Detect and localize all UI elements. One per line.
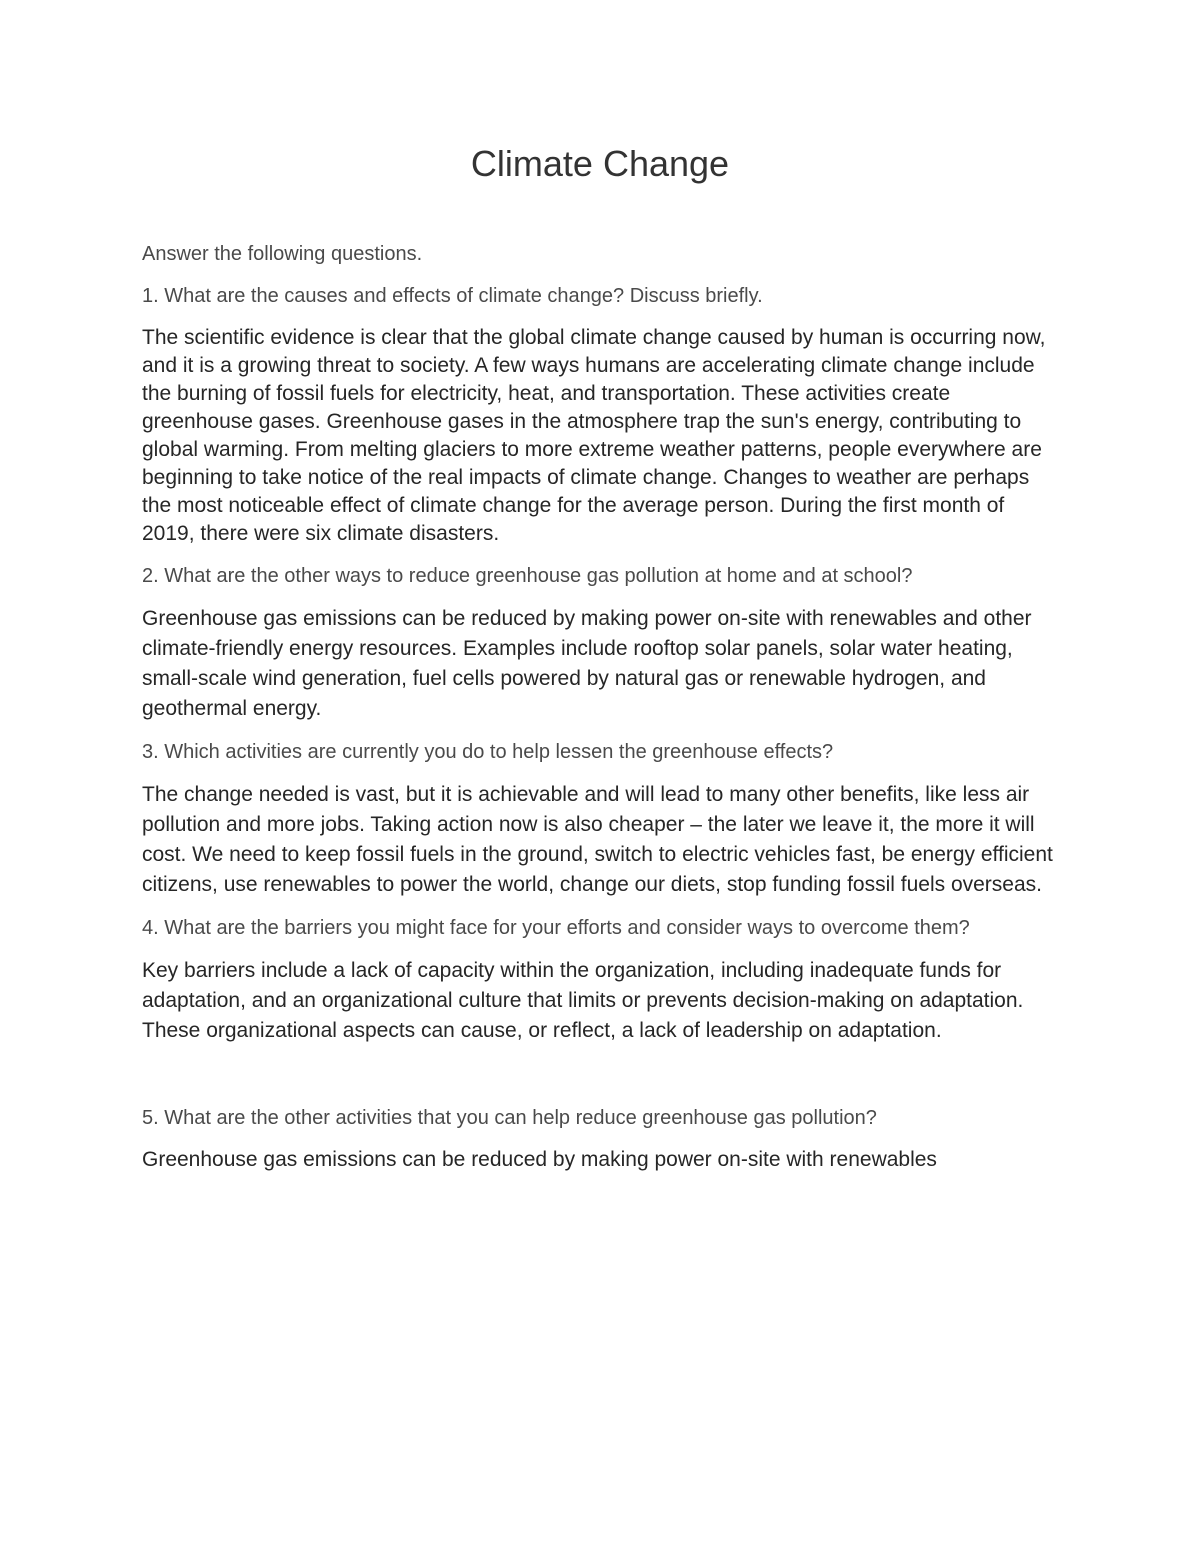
- question-block-5: [142, 1104, 1062, 1174]
- question-5: 5. What are the other activities that you can help reduce greenhouse gas pollution?: [142, 1107, 877, 1129]
- question-3: 3. Which activities are currently you do to help lessen the greenhouse effects?: [142, 741, 834, 763]
- document-body: [142, 240, 1062, 1188]
- question-block-3: [142, 738, 1062, 900]
- question-block-4: [142, 914, 1062, 1046]
- answer-2: Greenhouse gas emissions can be reduced by making power on-site with renewables and other climate-friendly energy resources. Examples include rooftop solar panels, solar water heating, small-scale wind generation, fuel cells powered by natural gas or renewable hydrogen, and geothermal energy.: [142, 607, 1032, 720]
- question-2: 2. What are the other ways to reduce greenhouse gas pollution at home and at school?: [142, 565, 913, 587]
- answer-5: Greenhouse gas emissions can be reduced by making power on-site with renewables: [142, 1148, 937, 1171]
- question-block-1: [142, 282, 1062, 548]
- answer-1: The scientific evidence is clear that the global climate change caused by human is occurring now, and it is a growing threat to society. A few ways humans are accelerating climate change include the burning of fossil fuels for electricity, heat, and transportation. These activities create greenhouse gases. Greenhouse gases in the atmosphere trap the sun's energy, contributing to global warming. From melting glaciers to more extreme weather patterns, people everywhere are beginning to take notice of the real impacts of climate change. Changes to weather are perhaps the most noticeable effect of climate change for the average person. During the first month of 2019, there were six climate disasters.: [142, 326, 1046, 545]
- blank-spacer: [142, 1060, 1062, 1104]
- answer-3: The change needed is vast, but it is achievable and will lead to many other benefits, like less air pollution and more jobs. Taking action now is also cheaper – the later we leave it, the more it will cost. We need to keep fossil fuels in the ground, switch to electric vehicles fast, be energy efficient citizens, use renewables to power the world, change our diets, stop funding fossil fuels overseas.: [142, 783, 1053, 896]
- answer-4: Key barriers include a lack of capacity within the organization, including inadequate funds for adaptation, and an organizational culture that limits or prevents decision-making on adaptation. These organizational aspects can cause, or reflect, a lack of leadership on adaptation.: [142, 959, 1024, 1042]
- question-1: 1. What are the causes and effects of climate change? Discuss briefly.: [142, 285, 763, 307]
- document-title: Climate Change: [470, 143, 730, 184]
- question-4: 4. What are the barriers you might face for your efforts and consider ways to overcome them?: [142, 917, 970, 939]
- instruction-text: Answer the following questions.: [142, 243, 423, 265]
- question-block-2: [142, 562, 1062, 724]
